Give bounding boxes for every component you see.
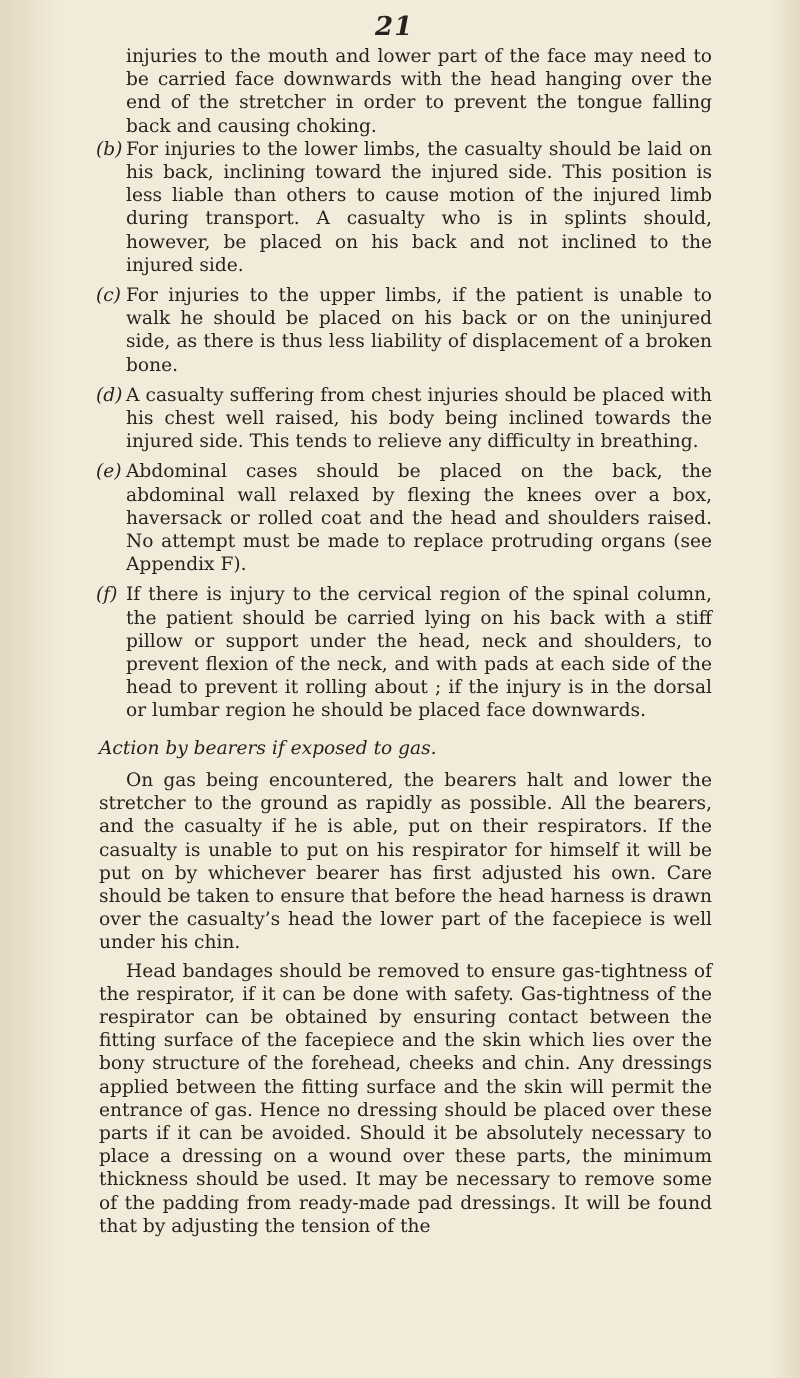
list-item-c [96, 284, 712, 377]
list-item-marker: (c) [96, 285, 121, 307]
body-paragraph: On gas being encountered, the bearers halt and lower the stretcher to the ground as rapidly as possible. All the bearers, and the casualty if he is able, put on their respirators. If the casualty is unable to put on his respirator for himself it will be put on by whichever bearer has first adjusted his own. Care should be taken to ensure that before the head harness is drawn over the casualty’s head the lower part of the facepiece is well under his chin. [99, 769, 712, 954]
body-paragraph: Head bandages should be removed to ensure gas-tightness of the respirator, if it can be done with safety. Gas-tightness of the respirator can be obtained by ensuring contact between the fitting surface of the facepiece and the skin which lies over the bony structure of the forehead, cheeks and chin. Any dressings applied between the fitting surface and the skin will permit the entrance of gas. Hence no dressing should be placed over these parts if it can be avoided. Should it be absolutely necessary to place a dressing on a wound over these parts, the minimum thickness should be used. It may be necessary to remove some of the padding from ready-made pad dressings. It will be found that by adjusting the tension of the [99, 960, 712, 1237]
list-item-text: For injuries to the upper limbs, if the patient is unable to walk he should be placed on his back or on the uninjured side, as there is thus less liability of displacement of a broken bone. [126, 285, 712, 376]
section-heading: Action by bearers if exposed to gas. [99, 737, 437, 759]
list-item-f [96, 583, 712, 722]
list-item-marker: (f) [96, 584, 118, 606]
list-item-text: Abdominal cases should be placed on the back, the abdominal wall relaxed by flexing the knees over a box, haversack or rolled coat and the head and shoulders raised. No attempt must be made to replace protruding organs (see Appendix F). [126, 461, 712, 576]
list-item-d [96, 384, 712, 454]
list-item-e [96, 460, 712, 576]
list-item-marker: (d) [96, 384, 123, 406]
page-number: 21 [375, 12, 414, 42]
page-body [96, 45, 712, 1243]
list-item-text: For injuries to the lower limbs, the casualty should be laid on his back, inclining toward the injured side. This position is less liable than others to cause motion of the injured limb during transport. A casualty who is in splints should, however, be placed on his back and not inclined to the injured side. [126, 138, 712, 276]
list-item-text: A casualty suffering from chest injuries should be placed with his chest well raised, his body being inclined towards the injured side. This tends to relieve any difficulty in breathing. [126, 384, 712, 453]
list-item-text: If there is injury to the cervical region of the spinal column, the patient should be carried lying on his back with a stiff pillow or support under the head, neck and shoulders, to prevent flexion of the neck, and with pads at each side of the head to prevent it rolling about ; if the injury is in the dorsal or lumbar region he should be placed face downwards. [126, 584, 712, 722]
list-item-marker: (e) [96, 461, 122, 483]
list-item-b [96, 138, 712, 277]
list-item-marker: (b) [96, 138, 123, 160]
intro-paragraph: injuries to the mouth and lower part of the face may need to be carried face downwards with the head hanging over the end of the stretcher in order to prevent the tongue falling back and causing choking. [126, 46, 712, 137]
